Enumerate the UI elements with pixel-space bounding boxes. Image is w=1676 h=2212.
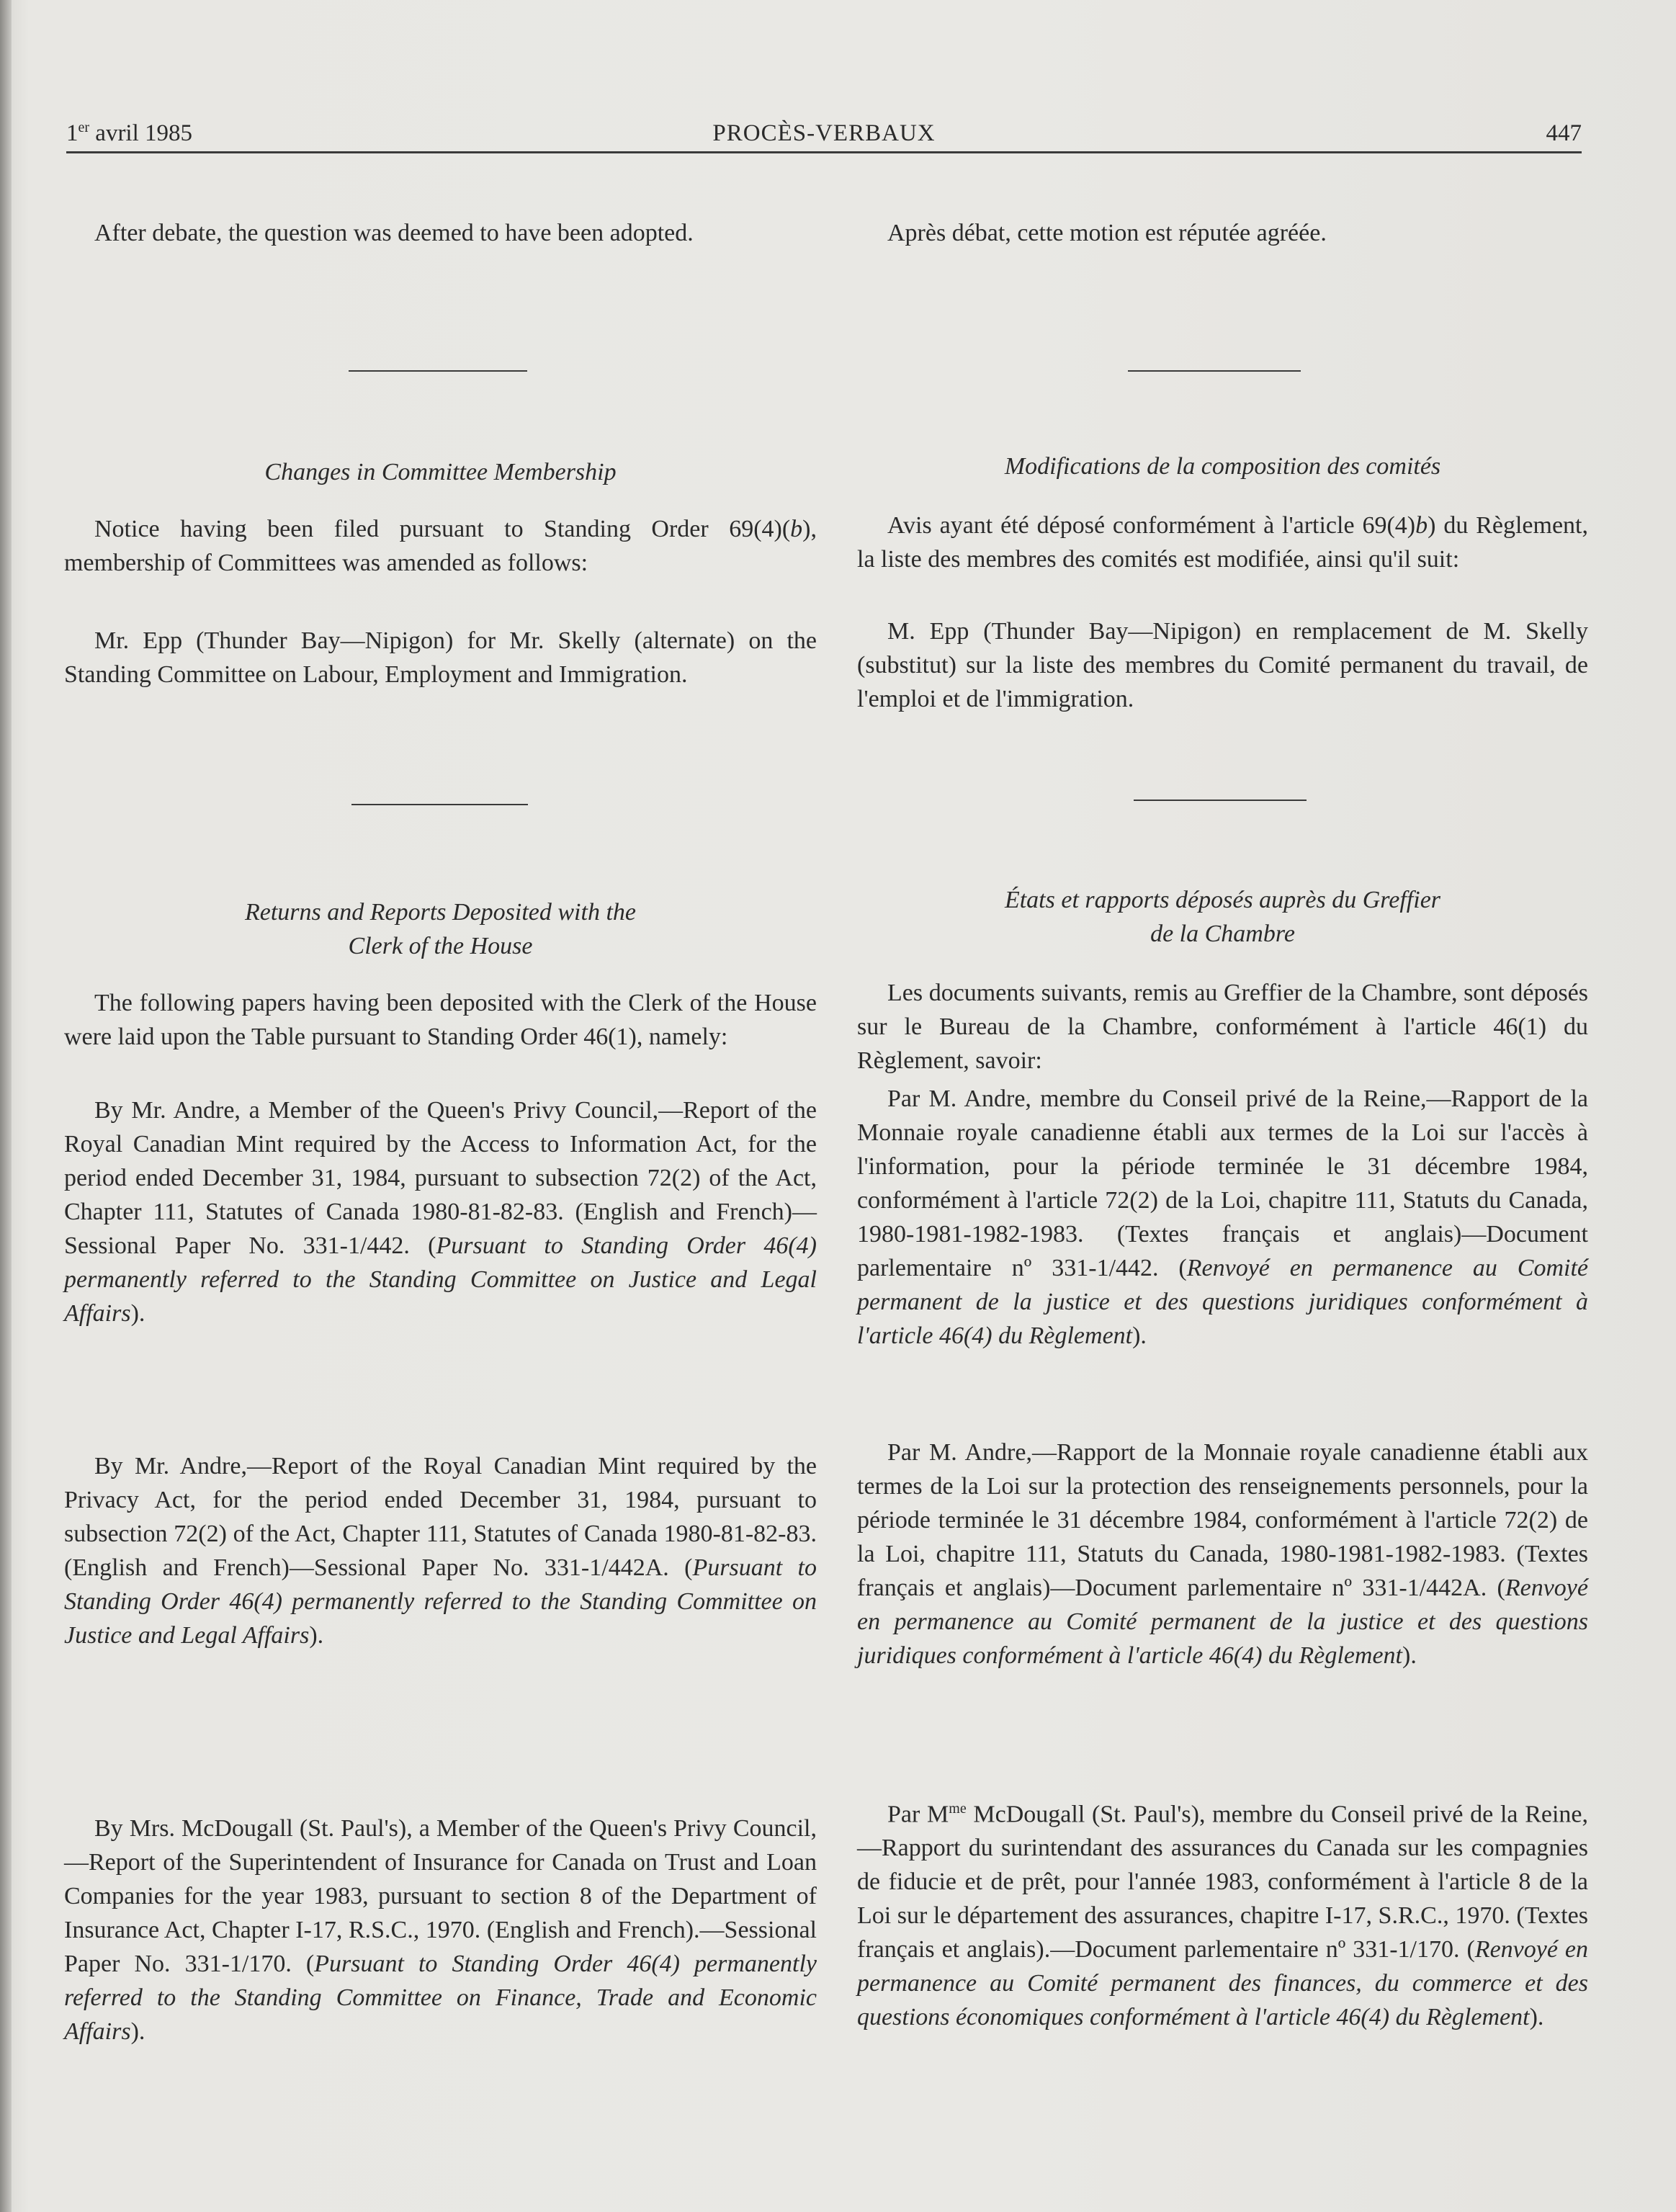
en-notice-text bbox=[64, 512, 817, 580]
en-heading-returns bbox=[64, 895, 817, 963]
en-paragraph-notice bbox=[64, 512, 817, 580]
fr-paragraph-papers bbox=[857, 976, 1588, 1078]
en-report-privacy-text bbox=[64, 1449, 817, 1652]
fr-report-insurance-text bbox=[857, 1792, 1588, 2034]
en-report-access-a: By Mr. Andre, a Member of the Queen's Privy Council,—Report of the Royal Canadian Mint required by the Access to Information Act, for the period ended December 31, 1984, pursuant to subsection 72(2) of the Act, Chapter 111, Statutes of Canada 1980-81-82-83. (English and French)—Sessional Paper No. 331-1/442. ( bbox=[64, 1097, 817, 1259]
en-paragraph-papers bbox=[64, 986, 817, 1054]
en-paragraph-epp bbox=[64, 624, 817, 691]
fr-report-privacy-text bbox=[857, 1436, 1588, 1673]
fr-notice-b: b bbox=[1415, 512, 1428, 539]
en-report-privacy-c: ). bbox=[309, 1622, 324, 1649]
header-title: PROCÈS-VERBAUX bbox=[712, 120, 936, 146]
fr-report-insurance-sup: me bbox=[949, 1801, 967, 1817]
en-report-privacy-b: Pursuant to Standing Order 46(4) permanently referred to the Standing Committee on Justice and Legal Affairs bbox=[64, 1554, 817, 1649]
en-report-insurance-c: ). bbox=[130, 2018, 145, 2045]
fr-paragraph-debate bbox=[857, 216, 1588, 250]
fr-divider-2 bbox=[1134, 800, 1307, 801]
header-date-day: 1 bbox=[66, 120, 79, 146]
en-paragraph-report-insurance bbox=[64, 1812, 817, 2048]
en-paragraph-debate bbox=[64, 216, 817, 250]
en-papers-text: The following papers having been deposited with the Clerk of the House were laid upon the Table pursuant to Standing Order 46(1), namely: bbox=[64, 990, 817, 1050]
fr-notice-c: ) du Règlement, la liste des membres des comités est modifiée, ainsi qu'il suit: bbox=[857, 512, 1588, 573]
fr-paragraph-report-privacy bbox=[857, 1436, 1588, 1673]
running-header bbox=[66, 112, 1582, 153]
fr-debate-text: Après débat, cette motion est réputée agréée. bbox=[887, 220, 1327, 246]
en-report-insurance-a: By Mrs. McDougall (St. Paul's), a Member of the Queen's Privy Council,—Report of the Superintendent of Insurance for Canada on Trust and Loan Companies for the year 1983, pursuant to section 8 of the Department of Insurance Act, Chapter I-17, R.S.C., 1970. (English and French).—Sessional Paper No. 331-1/170. ( bbox=[64, 1815, 817, 1977]
fr-divider-1 bbox=[1128, 370, 1301, 372]
en-epp-text: Mr. Epp (Thunder Bay—Nipigon) for Mr. Skelly (alternate) on the Standing Committee on Labour, Employment and Immigration. bbox=[64, 627, 817, 688]
en-report-access-text bbox=[64, 1093, 817, 1330]
en-divider-1 bbox=[349, 370, 527, 372]
header-date-rest: avril 1985 bbox=[89, 120, 193, 146]
fr-report-privacy-b: Renvoyé en permanence au Comité permanent de la justice et des questions juridiques conformément à l'article 46(4) du Règlement bbox=[857, 1575, 1588, 1669]
en-divider-2 bbox=[351, 804, 528, 805]
en-debate-text: After debate, the question was deemed to have been adopted. bbox=[94, 220, 694, 246]
en-heading-returns-line1: Returns and Reports Deposited with the bbox=[244, 899, 636, 926]
page-binding-edge bbox=[0, 0, 12, 2212]
en-report-insurance-b: Pursuant to Standing Order 46(4) permanently referred to the Standing Committee on Finance, Trade and Economic Affairs bbox=[64, 1951, 817, 2045]
fr-report-access-text bbox=[857, 1082, 1588, 1353]
fr-notice-text bbox=[857, 509, 1588, 576]
fr-heading-committee-changes: Modifications de la composition des comités bbox=[1004, 453, 1441, 480]
fr-report-privacy-a: Par M. Andre,—Rapport de la Monnaie royale canadienne établi aux termes de la Loi sur la protection des renseignements personnels, pour la période terminée le 31 décembre 1984, conformément à l'article 72(2) de la Loi, chapitre 111, Statuts du Canada, 1980-1981-1982-1983. (Textes français et anglais)—Document parlementaire nº 331-1/442A. ( bbox=[857, 1439, 1588, 1601]
en-notice-b: b bbox=[790, 516, 803, 542]
fr-paragraph-epp bbox=[857, 614, 1588, 716]
en-report-access-c: ). bbox=[130, 1300, 145, 1327]
fr-report-insurance-b: Renvoyé en permanence au Comité permanent des finances, du commerce et des questions économiques conformément à l'article 46(4) du Règlement bbox=[857, 1936, 1588, 2031]
fr-report-access-a: Par M. Andre, membre du Conseil privé de la Reine,—Rapport de la Monnaie royale canadienne établi aux termes de la Loi sur l'accès à l'information, pour la période terminée le 31 décembre 1984, conformément à l'article 72(2) de la Loi, chapitre 111, Statuts du Canada, 1980-1981-1982-1983. (Textes français et anglais)—Document parlementaire nº 331-1/442. ( bbox=[857, 1085, 1588, 1281]
fr-report-insurance-a: McDougall (St. Paul's), membre du Conseil privé de la Reine,—Rapport du surintendant des assurances du Canada sur les compagnies de fiducie et de prêt, pour l'année 1983, conformément à l'article 8 de la Loi sur le département des assurances, chapitre I-17, S.R.C., 1970. (Textes français et anglais).—Document parlementaire nº 331-1/170. ( bbox=[857, 1801, 1588, 1964]
fr-heading-returns-line2: de la Chambre bbox=[1150, 921, 1295, 947]
page-number: 447 bbox=[1546, 120, 1582, 146]
fr-epp-text: M. Epp (Thunder Bay—Nipigon) en remplacement de M. Skelly (substitut) sur la liste des membres du Comité permanent du travail, de l'emploi et de l'immigration. bbox=[857, 618, 1588, 712]
fr-report-insurance-par: Par M bbox=[887, 1801, 949, 1828]
en-paragraph-report-privacy bbox=[64, 1449, 817, 1652]
en-notice-c: ), membership of Committees was amended as follows: bbox=[64, 516, 817, 576]
fr-heading-returns bbox=[857, 883, 1588, 951]
fr-papers-text: Les documents suivants, remis au Greffier de la Chambre, sont déposés sur le Bureau de la Chambre, conformément à l'article 46(1) du Règlement, savoir: bbox=[857, 980, 1588, 1074]
fr-paragraph-report-access bbox=[857, 1082, 1588, 1353]
en-heading-returns-line2: Clerk of the House bbox=[348, 933, 533, 959]
fr-heading-returns-line1: États et rapports déposés auprès du Greffier bbox=[1004, 887, 1441, 913]
en-report-privacy-a: By Mr. Andre,—Report of the Royal Canadian Mint required by the Privacy Act, for the period ended December 31, 1984, pursuant to subsection 72(2) of the Act, Chapter 111, Statutes of Canada 1980-81-82-83. (English and French)—Sessional Paper No. 331-1/442A. ( bbox=[64, 1453, 817, 1581]
fr-paragraph-notice bbox=[857, 509, 1588, 576]
header-date-suffix: er bbox=[78, 120, 90, 135]
fr-report-access-b: Renvoyé en permanence au Comité permanent de la justice et des questions juridiques conformément à l'article 46(4) du Règlement bbox=[857, 1255, 1588, 1349]
en-paragraph-report-access bbox=[64, 1093, 817, 1330]
en-notice-a: Notice having been filed pursuant to Standing Order 69(4)( bbox=[94, 516, 791, 542]
en-report-access-b: Pursuant to Standing Order 46(4) permanently referred to the Standing Committee on Justice and Legal Affairs bbox=[64, 1232, 817, 1327]
fr-report-privacy-c: ). bbox=[1402, 1642, 1417, 1669]
fr-report-access-c: ). bbox=[1132, 1322, 1147, 1349]
fr-paragraph-report-insurance bbox=[857, 1792, 1588, 2034]
en-report-insurance-text bbox=[64, 1812, 817, 2048]
fr-report-insurance-c: ). bbox=[1529, 2004, 1544, 2031]
en-heading-committee-changes: Changes in Committee Membership bbox=[264, 459, 617, 485]
fr-notice-a: Avis ayant été déposé conformément à l'article 69(4) bbox=[887, 512, 1416, 539]
